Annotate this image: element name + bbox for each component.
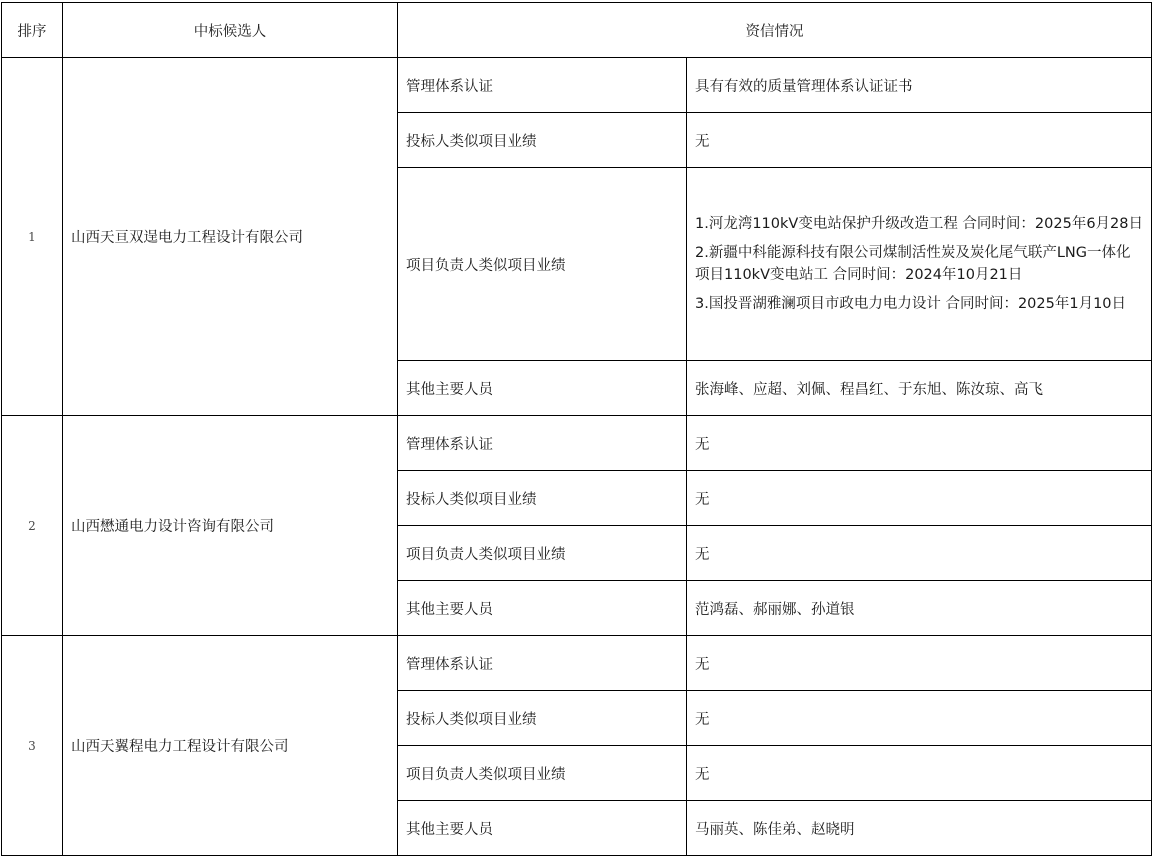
item-value: 无 <box>687 471 1152 526</box>
item-label: 投标人类似项目业绩 <box>398 691 687 746</box>
item-value: 无 <box>687 416 1152 471</box>
table-row <box>2 636 1152 691</box>
item-label: 管理体系认证 <box>398 58 687 113</box>
item-label: 项目负责人类似项目业绩 <box>398 526 687 581</box>
item-value: 具有有效的质量管理体系认证证书 <box>687 58 1152 113</box>
item-label: 其他主要人员 <box>398 801 687 856</box>
item-label: 项目负责人类似项目业绩 <box>398 168 687 361</box>
item-label: 其他主要人员 <box>398 581 687 636</box>
item-value: 无 <box>687 636 1152 691</box>
header-row <box>2 3 1152 58</box>
table-row <box>2 416 1152 471</box>
item-value: 范鸿磊、郝丽娜、孙道银 <box>687 581 1152 636</box>
item-label: 其他主要人员 <box>398 361 687 416</box>
item-value: 无 <box>687 691 1152 746</box>
rank-cell: 1 <box>2 58 63 416</box>
header-qualification: 资信情况 <box>398 3 1152 58</box>
candidate-name: 山西天亘双逞电力工程设计有限公司 <box>63 58 398 416</box>
header-rank: 排序 <box>2 3 63 58</box>
performance-entry: 1.河龙湾110kV变电站保护升级改造工程 合同时间：2025年6月28日 <box>695 216 1144 232</box>
candidate-name: 山西懋通电力设计咨询有限公司 <box>63 416 398 636</box>
item-value: 张海峰、应超、刘佩、程昌红、于东旭、陈汝琼、高飞 <box>687 361 1152 416</box>
rank-cell: 3 <box>2 636 63 856</box>
performance-entry: 2.新疆中科能源科技有限公司煤制活性炭及炭化尾气联产LNG一体化项目110kV变电站工 合同时间：2024年10月21日 <box>695 245 1131 283</box>
header-candidate: 中标候选人 <box>63 3 398 58</box>
performance-entry: 3.国投晋湖雅澜项目市政电力电力设计 合同时间：2025年1月10日 <box>695 296 1127 312</box>
item-value: 无 <box>687 526 1152 581</box>
item-value: 无 <box>687 746 1152 801</box>
item-value: 马丽英、陈佳弟、赵晓明 <box>687 801 1152 856</box>
item-label: 管理体系认证 <box>398 416 687 471</box>
table-row <box>2 58 1152 113</box>
item-entries <box>687 168 1152 361</box>
qualification-table <box>1 2 1152 856</box>
item-label: 投标人类似项目业绩 <box>398 113 687 168</box>
item-label: 投标人类似项目业绩 <box>398 471 687 526</box>
item-label: 项目负责人类似项目业绩 <box>398 746 687 801</box>
item-value: 无 <box>687 113 1152 168</box>
item-label: 管理体系认证 <box>398 636 687 691</box>
rank-cell: 2 <box>2 416 63 636</box>
candidate-name: 山西天翼程电力工程设计有限公司 <box>63 636 398 856</box>
